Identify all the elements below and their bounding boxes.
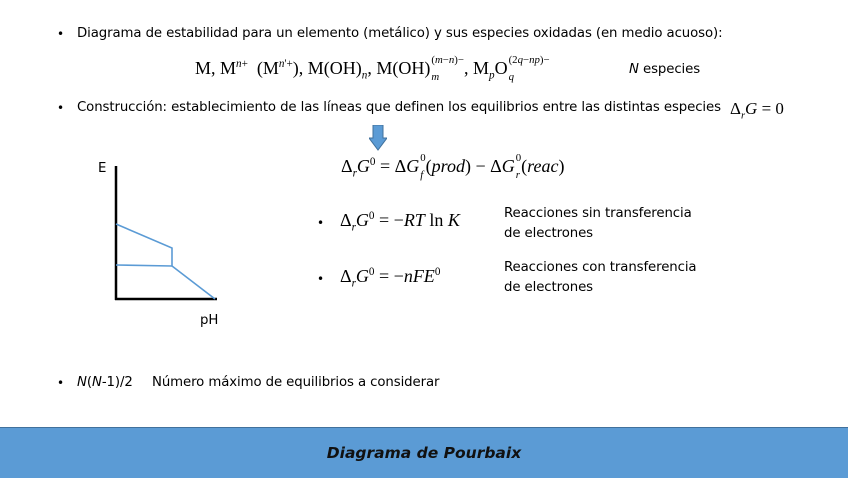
boundary-line-lower — [116, 265, 172, 266]
bullet-3-marker: • — [57, 376, 65, 390]
main-equation: $\Delta_rG^0 = \Delta G$ 0 f (prod) − ΔG 0 r (reac) — [341, 152, 565, 181]
down-arrow-icon — [369, 125, 387, 151]
equation-rt-lnk: $\Delta_rG^0 = -RT$ ln K — [340, 210, 460, 234]
footer-banner — [0, 427, 848, 478]
eq2-marker: • — [317, 272, 325, 286]
species-formula: M, $M^{n+}$ $(M^{n'+})$, $M(OH)_n$, M(OH) (m−n)− m , $M_pO$ (2q−np)− q — [195, 54, 550, 83]
boundary-line-upper — [116, 224, 215, 299]
reaction-2-line-1: Reacciones con transferencia — [504, 260, 697, 275]
bullet-3-text: Número máximo de equilibrios a considerar — [152, 375, 440, 390]
footer-title: Diagrama de Pourbaix — [326, 444, 522, 462]
gibbs-condition: $\Delta_rG = 0$ — [730, 99, 784, 122]
equation-nfe: $\Delta_rG^0 = -nFE^0$ — [340, 266, 441, 290]
species-count — [629, 62, 700, 77]
bullet-2-marker: • — [57, 101, 65, 115]
bullet-3-formula: N(N-1)/2 — [77, 375, 133, 390]
reaction-1-line-1: Reacciones sin transferencia — [504, 206, 692, 221]
reaction-1-line-2: de electrones — [504, 226, 593, 241]
bullet-1-text: Diagrama de estabilidad para un elemento (metálico) y sus especies oxidadas (en medio acuoso): — [77, 26, 723, 41]
species-count-n: N — [629, 62, 639, 77]
y-axis-label: E — [98, 161, 107, 176]
bullet-2-text: Construcción: establecimiento de las líneas que definen los equilibrios entre las distintas especies — [77, 100, 721, 115]
reaction-2-line-2: de electrones — [504, 280, 593, 295]
bullet-1-marker: • — [57, 27, 65, 41]
pourbaix-sketch — [95, 158, 245, 333]
eq1-marker: • — [317, 216, 325, 230]
species-count-label: especies — [643, 62, 701, 77]
x-axis-label: pH — [200, 313, 219, 328]
